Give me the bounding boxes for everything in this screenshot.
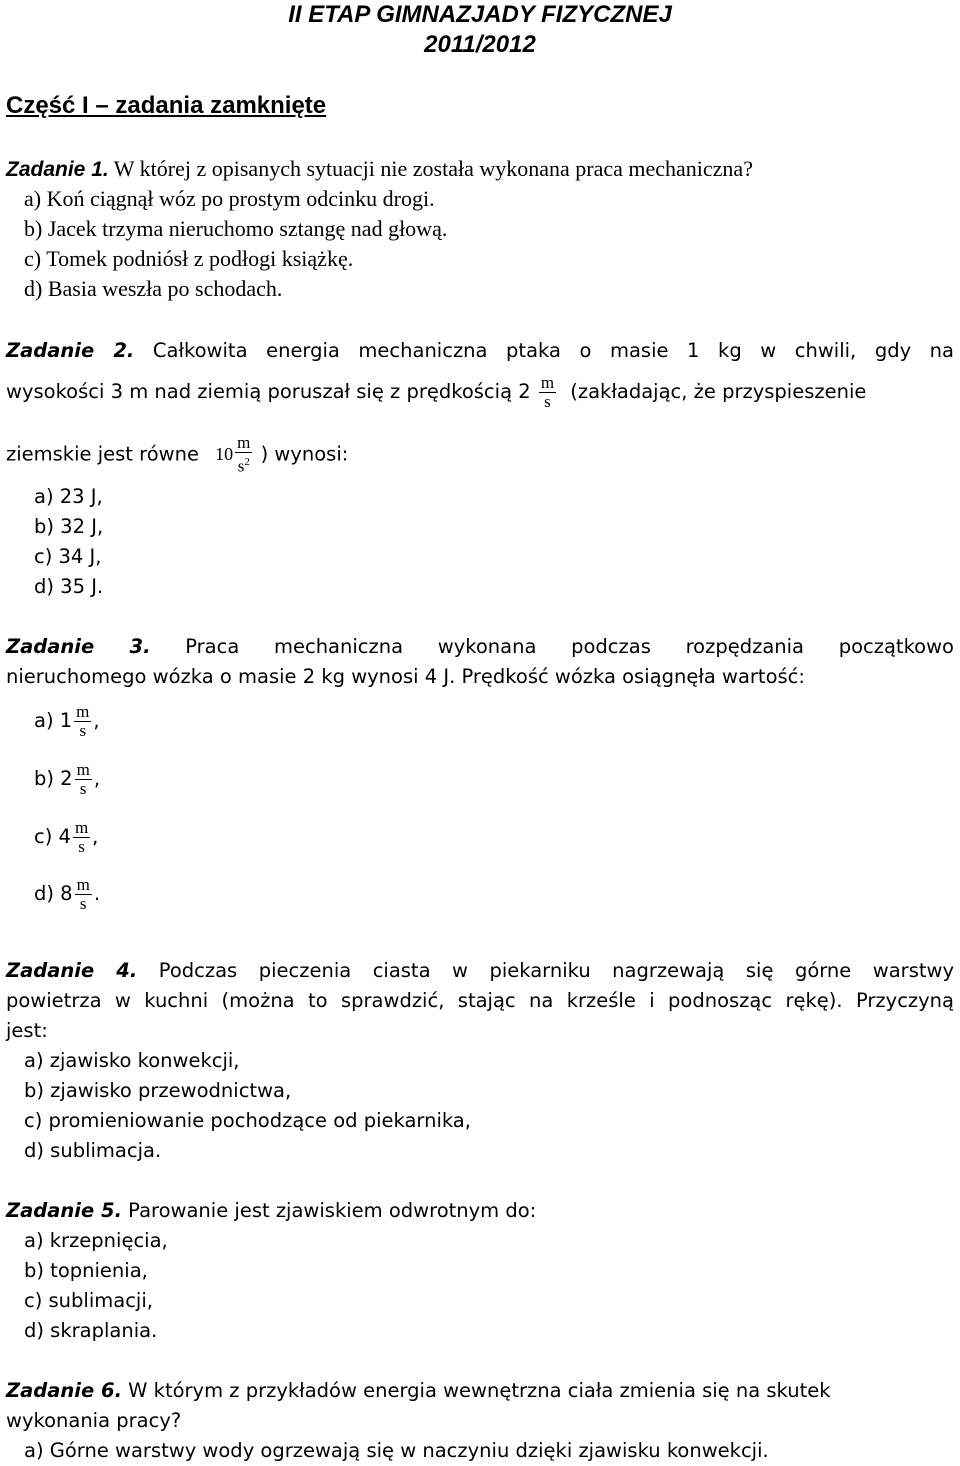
unit-fraction-m-per-s [75,876,92,913]
task2-option-b: b) 32 J, [34,515,104,538]
task2-option-d: d) 35 J. [34,575,104,598]
fraction-numerator: m [76,702,90,721]
task1-label: Zadanie 1. [6,158,109,181]
unit-fraction-m-per-s2 [235,434,252,476]
task6-label: Zadanie 6. [6,1379,122,1402]
task5-option-a: a) krzepnięcia, [24,1229,168,1252]
option-suffix: , [93,709,100,732]
task5-option-d: d) skraplania. [24,1319,158,1342]
option-prefix: a) 1 [34,709,73,732]
task3-label: Zadanie 3. [6,635,151,658]
document-title-text: II ETAP GIMNAZJADY FIZYCZNEJ [288,1,672,28]
task2-line3-pre: ziemskie jest równe [6,442,199,466]
task2-line1 [6,336,954,366]
task3-option-a [34,703,100,740]
option-prefix: b) 2 [34,767,73,790]
unit-fraction-m-per-s [73,819,90,856]
task2-line1-text: Całkowita energia mechaniczna ptaka o masie 1 kg w chwili, gdy na [152,339,954,362]
task4-line1 [6,956,954,986]
task4-line3: jest: [6,1019,48,1042]
task4-line1-text: Podczas pieczenia ciasta w piekarniku nagrzewają się górne warstwy [158,959,954,982]
task2-label: Zadanie 2. [6,339,135,362]
task2-option-c: c) 34 J, [34,545,102,568]
fraction-exponent: 2 [244,456,250,468]
task2-line2-post: (zakładając, że przyspieszenie [570,380,867,403]
fraction-denominator: s [79,894,87,913]
task2-accel-value: 10 [215,444,234,465]
task5-question [6,1196,536,1226]
unit-fraction-m-per-s [75,761,92,798]
option-suffix: . [93,882,101,905]
fraction-numerator: m [237,433,251,452]
task1-option-a: a) Koń ciągnął wóz po prostym odcinku drogi. [24,186,435,211]
fraction-denominator: s [79,779,87,798]
task1-option-c: c) Tomek podniósł z podłogi książkę. [24,246,354,271]
task1-question-text: W której z opisanych sytuacji nie została wykonana praca mechaniczna? [108,156,753,181]
task2-line3 [6,434,348,476]
task4-option-b: b) zjawisko przewodnictwa, [24,1079,292,1102]
fraction-numerator: m [540,373,555,392]
task5-question-text: Parowanie jest zjawiskiem odwrotnym do: [121,1199,537,1222]
fraction-denominator: s [79,721,87,740]
task4-option-a: a) zjawisko konwekcji, [24,1049,240,1072]
task3-line2: nieruchomego wózka o masie 2 kg wynosi 4 J. Prędkość wózka osiągnęła wartość: [6,665,805,688]
document-title [0,0,960,30]
fraction-numerator: m [76,875,90,894]
fraction-denominator: s [544,392,551,411]
task3-option-d [34,876,100,913]
task3-line1-text: Praca mechaniczna wykonana podczas rozpędzania początkowo [185,635,954,658]
task3-option-c [34,819,98,856]
task5-option-c: c) sublimacji, [24,1289,153,1312]
task1-option-d: d) Basia weszła po schodach. [24,276,283,301]
document-year [0,30,960,60]
task4-line2: powietrza w kuchni (można to sprawdzić, stając na krześle i podnosząc rękę). Przyczyną [6,989,954,1012]
task5-label: Zadanie 5. [6,1199,122,1222]
task3-line1 [6,632,954,662]
unit-fraction-m-per-s [74,703,91,740]
task6-line1 [6,1376,831,1406]
fraction-denominator: s [78,837,85,856]
unit-fraction-m-per-s [539,374,556,411]
task1-question [6,154,753,185]
task2-line2 [6,374,866,411]
part-title: Część I – zadania zamknięte [6,92,327,119]
task2-option-a: a) 23 J, [34,485,103,508]
task6-line1-text: W którym z przykładów energia wewnętrzna ciała zmienia się na skutek [121,1379,831,1402]
task6-option-a: a) Górne warstwy wody ogrzewają się w naczyniu dzięki zjawisku konwekcji. [24,1439,769,1462]
fraction-numerator: m [74,818,89,837]
fraction-denominator [235,453,252,476]
option-suffix: , [93,767,101,790]
fraction-numerator: m [76,760,90,779]
task4-option-c: c) promieniowanie pochodzące od piekarnika, [24,1109,471,1132]
task6-line2: wykonania pracy? [6,1409,182,1432]
task3-option-b [34,761,100,798]
task4-option-d: d) sublimacja. [24,1139,162,1162]
document-year-text: 2011/2012 [424,31,536,58]
task2-line2-pre: wysokości 3 m nad ziemią poruszał się z prędkością 2 [6,380,531,403]
option-suffix: , [92,825,99,848]
fraction-denominator-base: s [237,456,245,476]
task4-label: Zadanie 4. [6,959,138,982]
task1-option-b: b) Jacek trzyma nieruchomo sztangę nad głową. [24,216,448,241]
option-prefix: c) 4 [34,825,71,848]
task2-line3-post: ) wynosi: [260,442,349,466]
option-prefix: d) 8 [34,882,73,905]
task5-option-b: b) topnienia, [24,1259,148,1282]
